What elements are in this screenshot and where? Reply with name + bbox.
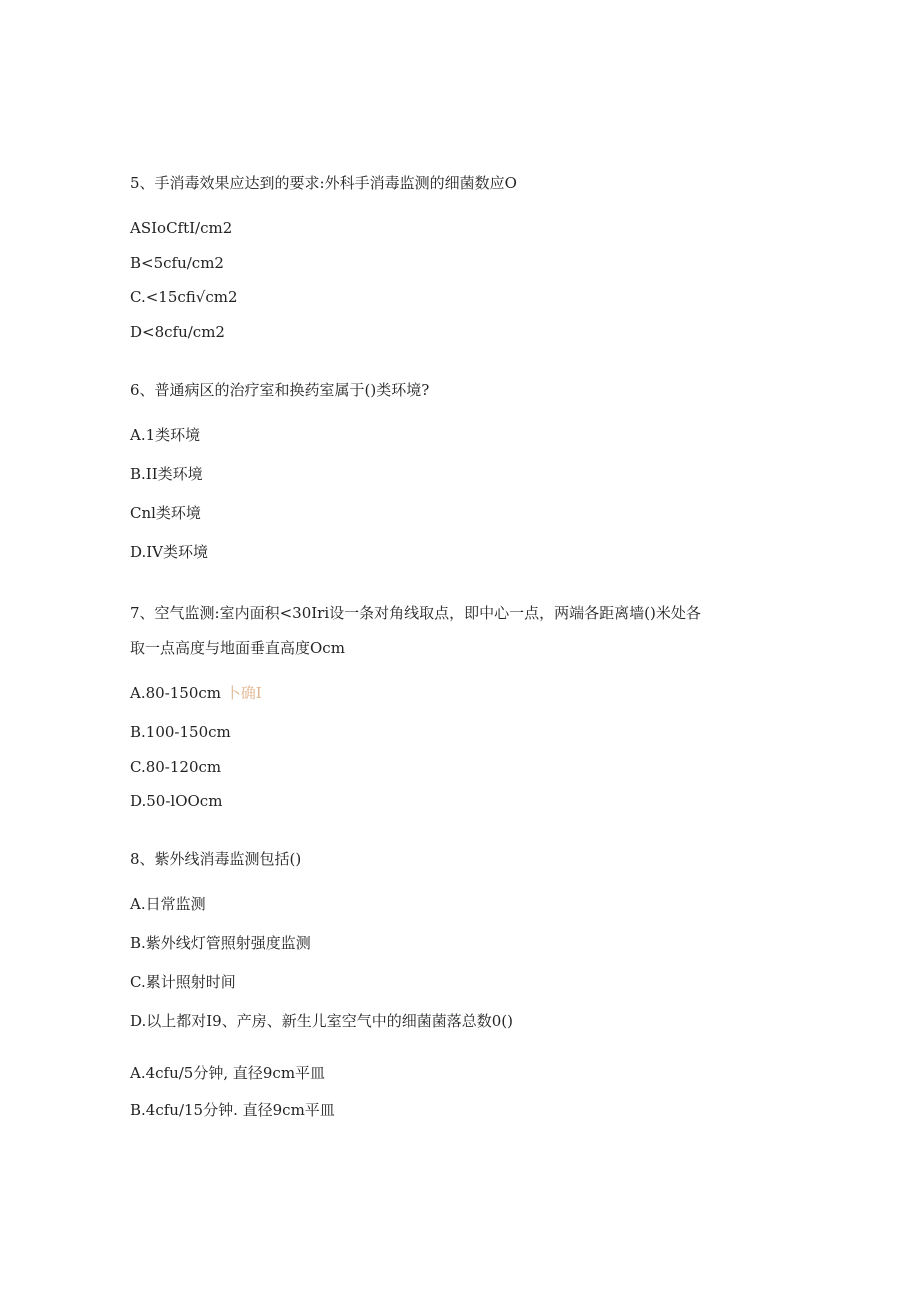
question-7-stem-line-2: 取一点高度与地面垂直高度Ocm <box>130 639 345 657</box>
question-9-option-a: A.4cfu∕5分钟, 直径9cm平皿 <box>130 1064 326 1082</box>
question-7-option-b: B.100-150cm <box>130 723 231 741</box>
question-6-option-d: D.IV类环境 <box>130 543 209 561</box>
question-7-option-c: C.80-120cm <box>130 758 222 776</box>
question-9-option-b: B.4cfu∕15分钟. 直径9cm平皿 <box>130 1101 335 1119</box>
question-8-option-b: B.紫外线灯管照射强度监测 <box>130 934 311 952</box>
question-5-option-c: C.<15cfi√cm2 <box>130 288 238 306</box>
answer-mark: 卜确I <box>225 684 262 702</box>
question-7-option-d: D.50-lOOcm <box>130 792 223 810</box>
question-6-stem: 6、普通病区的治疗室和换药室属于()类环境? <box>130 381 430 399</box>
question-7-stem-line-1: 7、空气监测:室内面积<30Iri设一条对角线取点，即中心一点，两端各距离墙()米处各 <box>130 604 701 622</box>
question-6-option-c: Cnl类环境 <box>130 504 201 522</box>
question-8-option-d: D.以上都对I9、产房、新生儿室空气中的细菌菌落总数0() <box>130 1012 513 1030</box>
question-5-option-a: ASIoCftI/cm2 <box>130 219 233 237</box>
question-5-stem: 5、手消毒效果应达到的要求:外科手消毒监测的细菌数应O <box>130 174 517 192</box>
question-6-option-b: B.II类环境 <box>130 465 203 483</box>
question-8-stem: 8、紫外线消毒监测包括() <box>130 850 302 868</box>
question-8-option-a: A.日常监测 <box>130 895 206 913</box>
question-8-option-c: C.累计照射时间 <box>130 973 236 991</box>
question-6-option-a: A.1类环境 <box>130 426 201 444</box>
question-7-option-a-row <box>130 683 262 703</box>
question-7-option-a: A.80-150cm <box>130 684 222 702</box>
question-5-option-b: B<5cfu∕cm2 <box>130 254 224 272</box>
question-5-option-d: D<8cfu∕cm2 <box>130 323 225 341</box>
